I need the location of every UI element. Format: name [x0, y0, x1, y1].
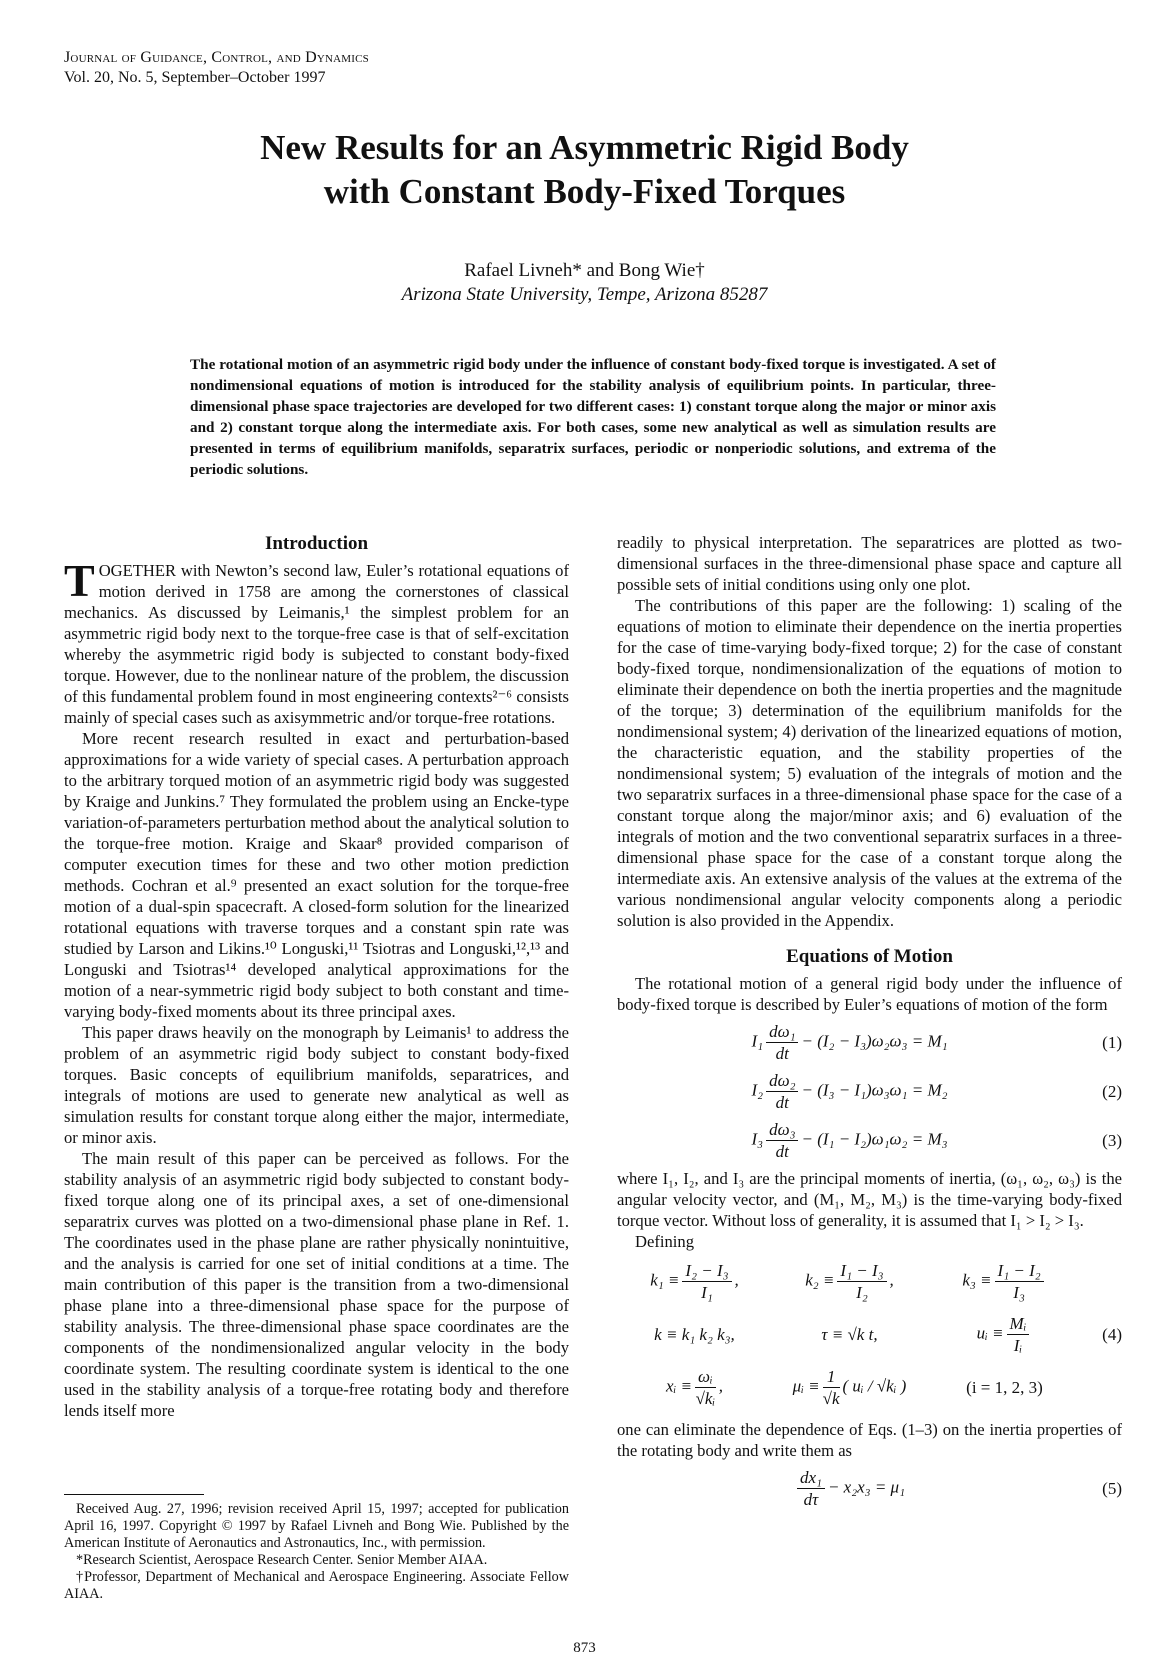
- intro-paragraph-3: This paper draws heavily on the monograph by Leimanis¹ to address the problem of an asymmetric rigid body subject to constant body-fixed torques. Basic concepts of equilibrium manifolds, separatrices, and integrals of motions are used to generate new analytical as well as simulation results for constant torque along either the major, intermediate, or minor axis.: [64, 1023, 569, 1147]
- def-k3-fraction: [995, 1260, 1044, 1303]
- eq3-lhs: I₃: [751, 1129, 764, 1149]
- eq3-rest: − (I₁ − I₂)ω₁ω₂ = M₃: [801, 1129, 948, 1149]
- eq1-numerator: dω₁: [766, 1021, 798, 1043]
- def-k2: k₂ ≡ $\frac{\text{I₁ − I₃}}{\text{I₂}}$ ,: [805, 1261, 894, 1302]
- right-column: [617, 532, 1122, 1516]
- definitions-equation-4: [617, 1260, 1122, 1409]
- journal-volume: Vol. 20, No. 5, September–October 1997: [64, 69, 326, 86]
- def-tau: τ ≡ √k t,: [821, 1325, 878, 1344]
- intro-paragraph-1: [64, 555, 569, 728]
- def-xi-den: √kᵢ: [695, 1389, 716, 1408]
- def-ui-den: Iᵢ: [1013, 1336, 1023, 1355]
- left-column: [64, 532, 569, 1421]
- def-xi-num: ωᵢ: [695, 1366, 716, 1388]
- def-mui-fraction: [823, 1366, 840, 1409]
- footnote-author-2: †Professor, Department of Mechanical and Aerospace Engineering. Associate Fellow AIAA.: [64, 1569, 569, 1602]
- journal-name: Journal of Guidance, Control, and Dynamics: [64, 49, 369, 66]
- def-k: k ≡ k₁ k₂ k₃,: [654, 1325, 735, 1344]
- author-affiliation: Arizona State University, Tempe, Arizona 85287: [401, 284, 768, 305]
- def-ui-lhs: uᵢ ≡: [976, 1323, 1004, 1343]
- section-heading-introduction: Introduction: [264, 533, 369, 554]
- def-mui-paren: ( uᵢ / √kᵢ ): [842, 1376, 907, 1396]
- def-k3-den: I₃: [1013, 1283, 1025, 1302]
- eq2-numerator: dω₂: [766, 1070, 798, 1092]
- journal-header: [64, 48, 369, 88]
- eq3-numerator: dω₃: [766, 1119, 798, 1141]
- equation-3: [617, 1119, 1122, 1162]
- eq3-number: (3): [1102, 1131, 1122, 1150]
- def-k3-lhs: k₃ ≡: [962, 1270, 992, 1290]
- right-paragraph-1: readily to physical interpretation. The separatrices are plotted as two-dimensional surfaces in the three-dimensional phase space and capture all possible sets of initial conditions using only one plot.: [617, 533, 1122, 594]
- defining-label: Defining: [635, 1232, 694, 1251]
- eq1-rest: − (I₂ − I₃)ω₂ω₃ = M₁: [801, 1031, 948, 1051]
- drop-cap: T: [64, 555, 95, 606]
- title-line-1: New Results for an Asymmetric Rigid Body: [260, 128, 909, 167]
- eq2-denominator: dt: [775, 1093, 789, 1112]
- def-k3: [927, 1260, 1082, 1303]
- def-mui-den: √k: [822, 1389, 840, 1408]
- def-k2-den: I₂: [856, 1283, 868, 1302]
- def-mui-lhs: μᵢ ≡: [792, 1376, 820, 1396]
- def-k1-fraction: [682, 1260, 731, 1303]
- equation-2: [617, 1070, 1122, 1113]
- def-xi-fraction: [695, 1366, 716, 1409]
- footnotes: [64, 1494, 569, 1603]
- footnote-author-1: *Research Scientist, Aerospace Research Center. Senior Member AIAA.: [76, 1552, 488, 1568]
- abstract: The rotational motion of an asymmetric rigid body under the influence of constant body-fixed torque is investigated. A set of nondimensional equations of motion is introduced for the stability analysis of equilibrium points. In particular, three-dimensional phase space trajectories are developed for two different cases: 1) constant torque along the major or minor axis and 2) constant torque along the intermediate axis. For both cases, some new analytical as well as simulation results are presented in terms of equilibrium manifolds, separatrix surfaces, periodic or nonperiodic solutions, and extrema of the periodic solutions.: [190, 356, 996, 478]
- footnote-rule: [64, 1494, 204, 1495]
- eq5-numerator: dx₁: [797, 1467, 825, 1489]
- right-paragraph-5: one can eliminate the dependence of Eqs. (1–3) on the inertia properties of the rotating body and write them as: [617, 1420, 1122, 1460]
- right-paragraph-2: The contributions of this paper are the following: 1) scaling of the equations of motion to eliminate their dependence on the inertia properties for the case of time-varying body-fixed torque; 2) for the case of constant body-fixed torque, nondimensionalization of the equations of motion to eliminate their dependence on both the inertia properties and the magnitude of the torque; 3) determination of the equilibrium manifolds for the nondimensional system; 4) derivation of the linearized equations of motion, the characteristic equation, and the stability properties of the nondimensional system; 5) evaluation of the integrals of motion and the two separatrix surfaces in a three-dimensional phase space for the case of a constant torque along the major/minor axis; and 6) evaluation of the integrals of motion and the two conventional separatrix surfaces in a three-dimensional phase space for the case of a constant torque along the intermediate axis. An extensive analysis of the values at the extrema of the various nondimensional angular velocity components along a periodic solution is also provided in the Appendix.: [617, 596, 1122, 930]
- eq1-number: (1): [1102, 1033, 1122, 1052]
- intro-paragraph-1-text: OGETHER with Newton’s second law, Euler’s rotational equations of motion derived in 1758 are among the cornerstones of classical mechanics. As discussed by Leimanis,¹ the simplest problem for an asymmetric rigid body next to the torque-free case is that of self-excitation whereby the asymmetric rigid body is subjected to constant body-fixed torque. However, due to the nonlinear nature of the problem, the discussion of this fundamental problem found in most engineering contexts²⁻⁶ consists mainly of special cases such as axisymmetric and/or torque-free rotations.: [64, 561, 569, 727]
- eq4-number: (4): [1102, 1325, 1122, 1344]
- def-ui-num: Mᵢ: [1007, 1313, 1030, 1335]
- eq1-fraction: [766, 1021, 798, 1064]
- def-mui: [772, 1366, 927, 1409]
- eq2-lhs: I₂: [751, 1080, 764, 1100]
- eq2-number: (2): [1102, 1082, 1122, 1101]
- def-k1-lhs: k₁ ≡: [650, 1270, 680, 1290]
- def-mui-num: 1: [823, 1366, 840, 1388]
- def-k1: k₁ ≡ $\frac{\text{I₂ − I₃}}{\text{I₁}}$ ,: [650, 1261, 739, 1302]
- def-k2-num: I₁ − I₃: [837, 1260, 886, 1282]
- eq3-fraction: [766, 1119, 798, 1162]
- def-xi-lhs: xᵢ ≡: [666, 1376, 692, 1396]
- intro-paragraph-4: The main result of this paper can be perceived as follows. For the stability analysis of an asymmetric rigid body subjected to constant body-fixed torque along one of its principal axes, a set of one-dimensional separatrix curves was plotted on a two-dimensional phase plane in Ref. 1. The coordinates used in the phase plane are rather physically nonintuitive, and the analysis is carried for one set of initial conditions at a time. The main contribution of this paper is the transition from a two-dimensional phase plane into a three-dimensional phase space for the purpose of stability analysis. The three-dimensional phase space coordinates are the components of the nondimensionalized angular velocity in the body coordinate system. The resulting coordinate system is identical to the one used in the stability analysis of a torque-free rotating body and therefore lends itself more: [64, 1149, 569, 1420]
- author-block: [0, 259, 1169, 307]
- paper-title: [0, 126, 1169, 214]
- def-k2-lhs: k₂ ≡: [805, 1270, 835, 1290]
- eq5-fraction: [797, 1467, 825, 1510]
- eq1-denominator: dt: [775, 1044, 789, 1063]
- def-k3-num: I₁ − I₂: [995, 1260, 1044, 1282]
- def-k2-fraction: [837, 1260, 886, 1303]
- eq2-fraction: [766, 1070, 798, 1113]
- eq3-denominator: dt: [775, 1142, 789, 1161]
- right-paragraph-4: where I₁, I₂, and I₃ are the principal moments of inertia, (ω₁, ω₂, ω₃) is the angular velocity vector, and (M₁, M₂, M₃) is the time-varying body-fixed torque vector. Without loss of generality, it is assumed that I₁ > I₂ > I₃.: [617, 1169, 1122, 1230]
- title-line-2: with Constant Body-Fixed Torques: [323, 172, 846, 211]
- def-xi: xᵢ ≡ $\frac{\text{ωᵢ}}{\text{√kᵢ}}$ ,: [666, 1367, 723, 1408]
- def-range: (i = 1, 2, 3): [966, 1378, 1043, 1397]
- def-k1-den: I₁: [701, 1283, 713, 1302]
- right-paragraph-3: The rotational motion of a general rigid body under the influence of body-fixed torque is described by Euler’s equations of motion of the form: [617, 974, 1122, 1014]
- def-ui: [927, 1313, 1082, 1356]
- eq2-rest: − (I₃ − I₁)ω₃ω₁ = M₂: [801, 1080, 948, 1100]
- section-heading-equations-of-motion: Equations of Motion: [786, 946, 953, 967]
- page-number: 873: [573, 1640, 596, 1656]
- def-k1-num: I₂ − I₃: [682, 1260, 731, 1282]
- def-ui-fraction: [1007, 1313, 1030, 1356]
- eq5-rest: − x₂x₃ = μ₁: [827, 1477, 906, 1497]
- eq5-number: (5): [1102, 1479, 1122, 1498]
- eq5-denominator: dτ: [803, 1490, 819, 1509]
- eq1-lhs: I₁: [751, 1031, 764, 1051]
- author-names: Rafael Livneh* and Bong Wie†: [464, 260, 705, 281]
- equation-5: [617, 1467, 1122, 1510]
- footnote-received: Received Aug. 27, 1996; revision received April 15, 1997; accepted for publication April 16, 1997. Copyright © 1997 by Rafael Livneh and Bong Wie. Published by the American Institute of Aeronautics and Astronautics, Inc., with permission.: [64, 1501, 569, 1551]
- intro-paragraph-2: More recent research resulted in exact and perturbation-based approximations for a wide variety of special cases. A perturbation approach to the arbitrary torqued motion of an asymmetric rigid body was suggested by Kraige and Junkins.⁷ They formulated the problem using an Encke-type variation-of-parameters perturbation method about the analytical solution to the torque-free motion. Kraige and Skaar⁸ provided comparison of computer execution times for these and two other motion prediction methods. Cochran et al.⁹ presented an exact solution for the torque-free motion of a dual-spin spacecraft. A closed-form solution for the linearized rotational equations with traverse torques and a constant spin rate was studied by Larson and Likins.¹⁰ Longuski,¹¹ Tsiotras and Longuski,¹²,¹³ and Longuski and Tsiotras¹⁴ developed analytical approximations for the motion of a near-symmetric rigid body subject to both constant and time-varying body-fixed moments about its three principal axes.: [64, 729, 569, 1021]
- equation-1: [617, 1021, 1122, 1064]
